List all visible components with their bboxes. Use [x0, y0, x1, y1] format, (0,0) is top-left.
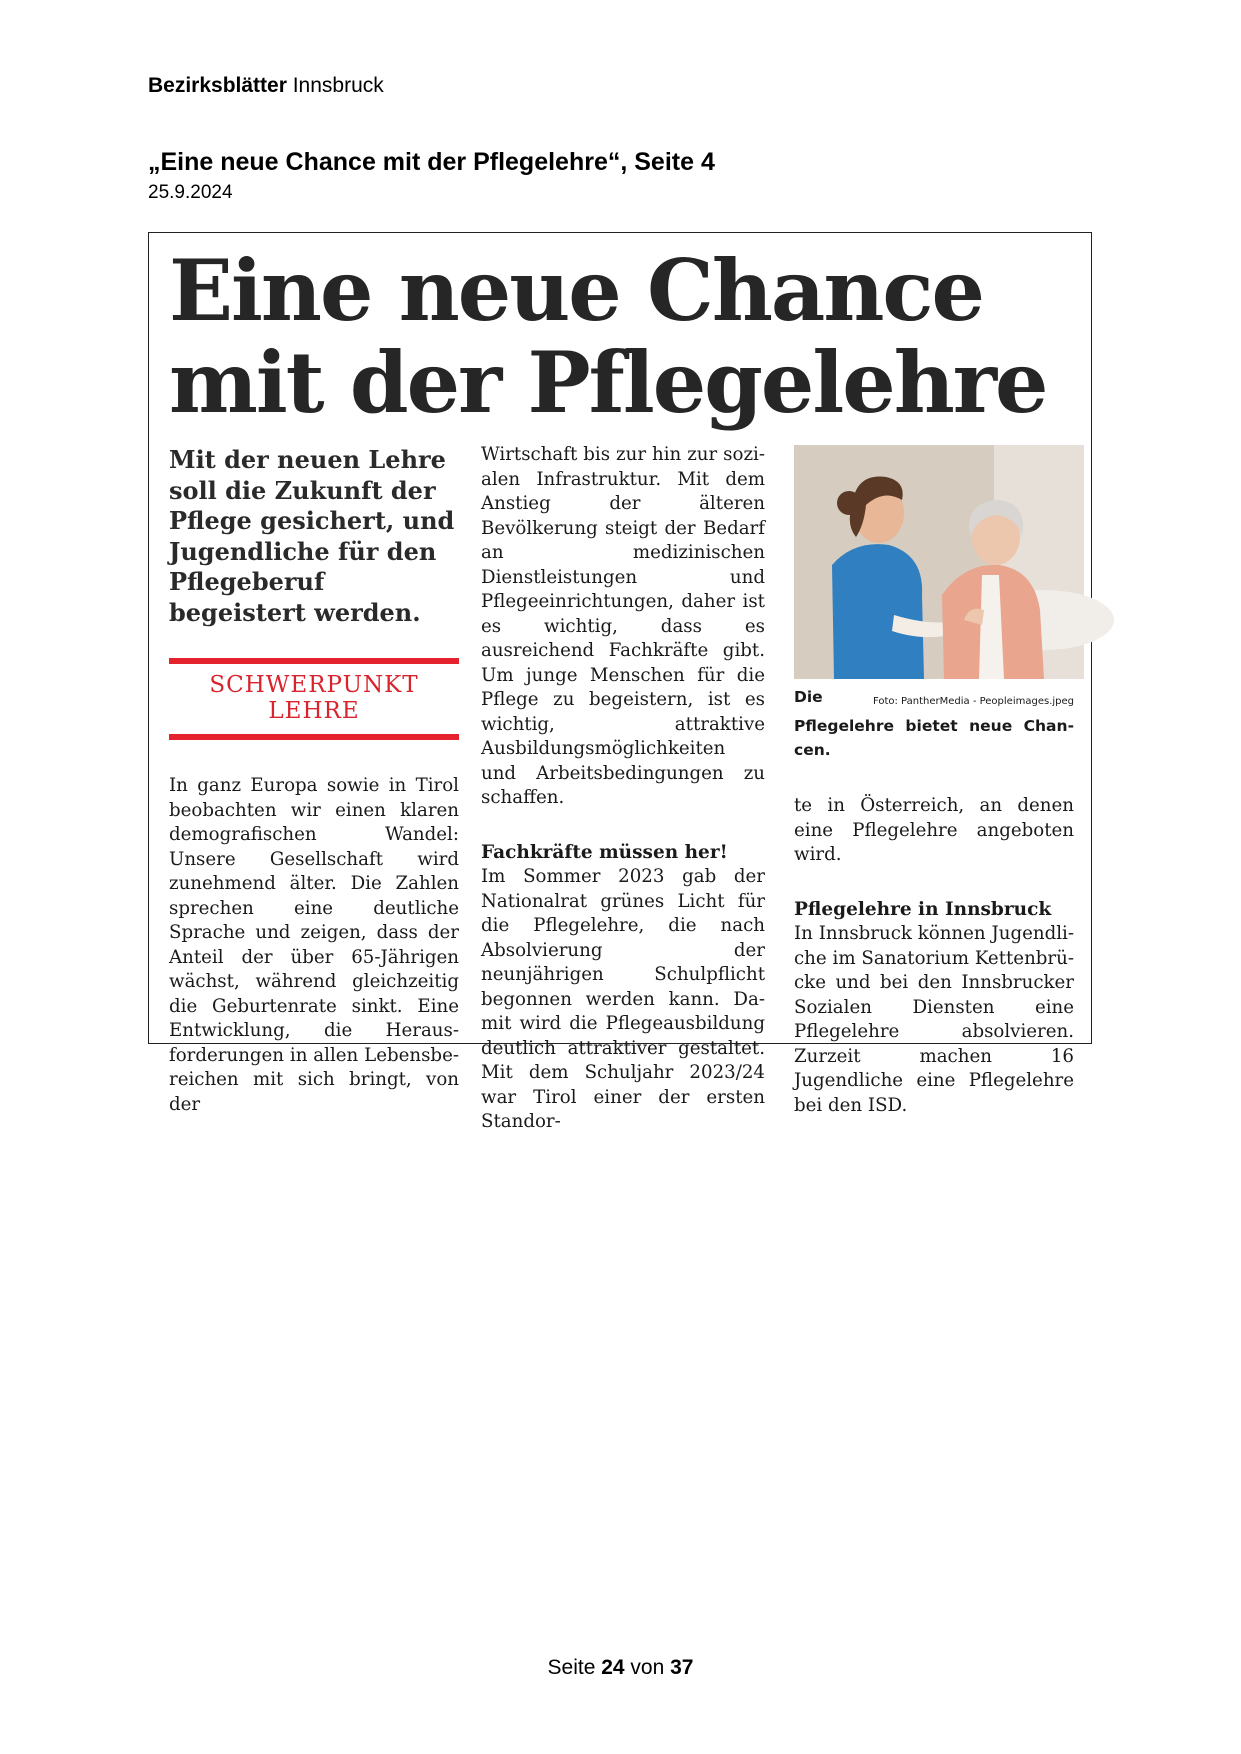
body-text-col1: In ganz Europa sowie in Tirol beobachten wir einen klaren demografischen Wandel: Unsere Gesellschaft wird zunehmend älter. Die Zahlen sprechen eine deutliche Sprache und zeigen, dass der Anteil der über 65-Jährigen wächst, während gleichzeitig die Geburtenrate sinkt. Eine Entwicklung, die Herausforderungen in allen Lebensbereichen mit sich bringt, von der [169, 775, 459, 1115]
publication-name [148, 74, 384, 98]
article-lead: Mit der neuen Lehre soll die Zukunft der Pflege gesichert, und Jugendliche für den Pflegeberuf begeistert werden. [169, 445, 455, 627]
footer-prefix: Seite [547, 1656, 602, 1679]
body-text-col2-part2: Im Sommer 2023 gab der Nationalrat grünes Licht für die Pflegelehre, die nach Absolvierung der neunjährigen Schulpflicht begonnen werden kann. Damit wird die Pflegeausbildung deutlich attraktiver gestaltet. Mit dem Schuljahr 2023/24 war Tirol einer der ersten Standor- [481, 866, 765, 1132]
article-photo [794, 445, 1084, 679]
newspaper-clipping [148, 232, 1092, 1132]
headline-line-1: Eine neue Chance [169, 241, 983, 340]
article-column-2 [481, 443, 765, 1135]
rubric-line-1: SCHWERPUNKT [209, 672, 419, 698]
clipping-title: „Eine neue Chance mit der Pflegelehre“, Seite 4 [148, 148, 715, 176]
footer-page-number: 24 [601, 1656, 625, 1679]
article-headline [169, 241, 1069, 432]
article-column-3-text [794, 794, 1074, 1118]
body-text-col2-part1: Wirtschaft bis zur hin zur sozialen Infrastruktur. Mit dem Anstieg der älteren Bevölkerung steigt der Bedarf an medizinischen Dienstleistungen und Pflegeeinrichtungen, daher ist es wichtig, dass es ausreichend Fachkräfte gibt. Um junge Menschen für die Pflege zu begeistern, ist es wichtig, attraktive Ausbildungsmöglichkeiten und Arbeitsbedingungen zu schaffen. [481, 444, 765, 808]
publication-name-bold: Bezirksblätter [148, 74, 287, 97]
page-footer [0, 1656, 1241, 1680]
body-text-col3-part2: In Innsbruck können Jugendliche im Sanatorium Kettenbrücke und bei den Innsbrucker Sozialen Diensten eine Pflegelehre absolvieren. Zurzeit machen 16 Jugendliche eine Pflegelehre bei den ISD. [794, 923, 1074, 1116]
photo-caption [794, 685, 1074, 762]
body-text-col3-part1: te in Österreich, an denen eine Pflegelehre angeboten wird. [794, 795, 1074, 865]
photo-credit: Foto: PantherMedia - Peopleimages.jpeg [872, 696, 1074, 707]
clipping-date: 25.9.2024 [148, 182, 233, 203]
footer-page-total: 37 [670, 1656, 694, 1679]
rubric-label [169, 672, 459, 724]
photo-caption-text: Die Pflegelehre bietet neue Chancen. [794, 688, 1074, 759]
article-column-3 [794, 445, 1074, 1118]
footer-middle: von [624, 1656, 671, 1679]
headline-line-2: mit der Pflegelehre [169, 333, 1047, 432]
rubric-line-2: LEHRE [268, 698, 360, 724]
subheading-innsbruck: Pflegelehre in Innsbruck [794, 898, 1052, 920]
article-column-1 [169, 445, 459, 1117]
subheading-fachkraefte: Fachkräfte müssen her! [481, 841, 728, 863]
publication-name-city: Innsbruck [286, 74, 384, 97]
rubric-rule-top [169, 658, 459, 664]
